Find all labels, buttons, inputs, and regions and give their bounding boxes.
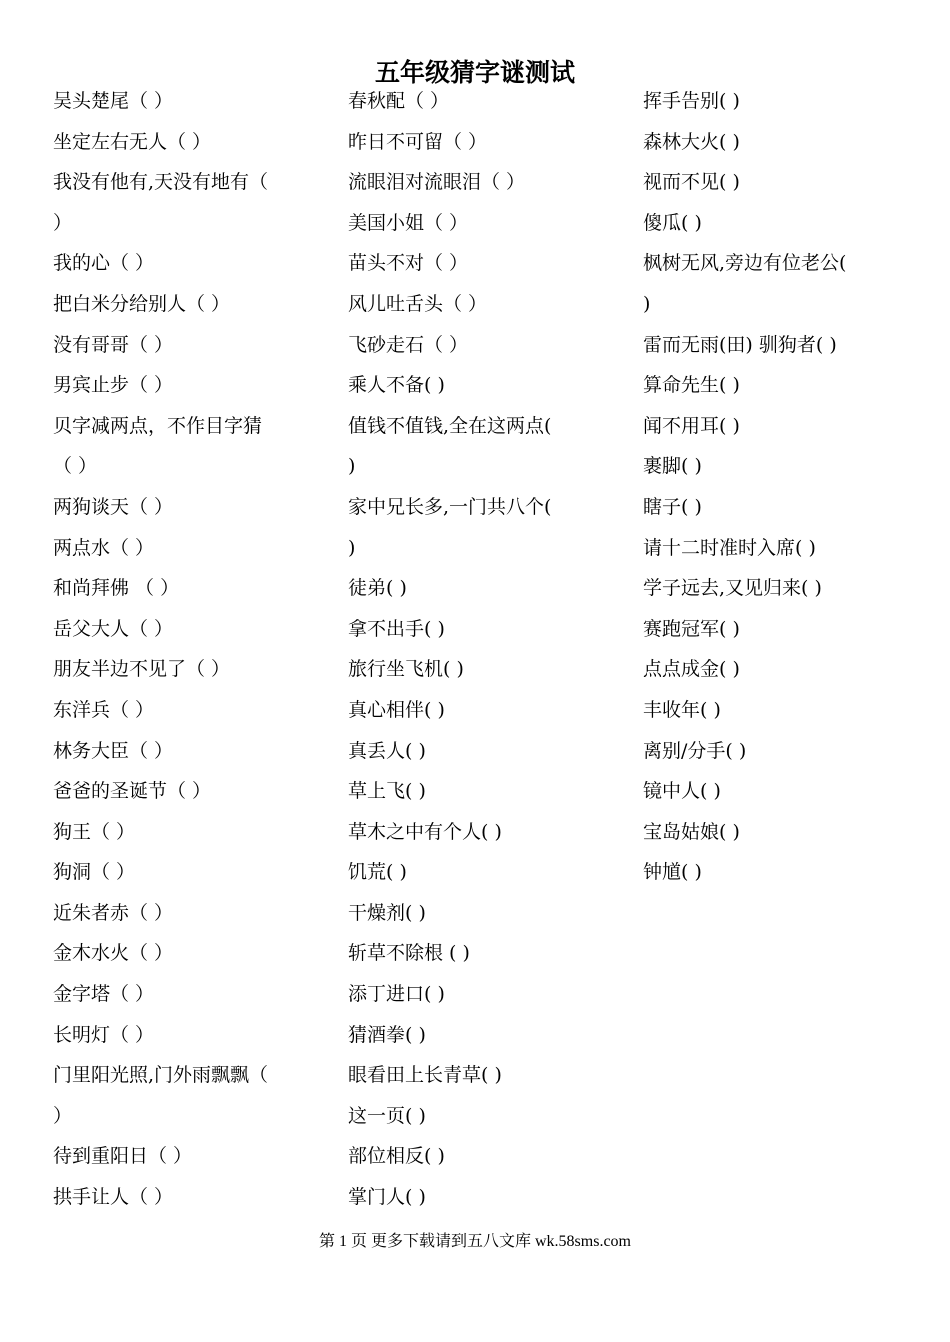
riddle-line: 赛跑冠军( ) <box>643 617 740 640</box>
riddle-line: 昨日不可留（ ） <box>348 130 488 153</box>
riddle-line: 挥手告别( ) <box>643 90 740 112</box>
riddle-line: 家中兄长多,一门共八个( <box>348 495 552 518</box>
riddle-line: 真丢人( ) <box>348 739 426 762</box>
riddle-line: 草上飞( ) <box>348 780 426 803</box>
riddle-line: 森林大火( ) <box>643 130 740 153</box>
riddle-line: 学子远去,又见归来( ) <box>643 577 822 600</box>
riddle-line: 东洋兵（ ） <box>53 698 155 721</box>
riddle-line: 没有哥哥（ ） <box>53 333 174 356</box>
riddle-line: 朋友半边不见了（ ） <box>53 658 231 681</box>
page-footer: 第 1 页 更多下载请到五八文库 wk.58sms.com <box>318 1233 631 1250</box>
riddle-line: 苗头不对（ ） <box>348 252 469 275</box>
riddle-line: 请十二时准时入席( ) <box>643 536 816 559</box>
riddle-line: 美国小姐（ ） <box>348 211 469 234</box>
riddle-line: 飞砂走石（ ） <box>348 333 469 356</box>
riddle-line: 干燥剂( ) <box>348 901 426 924</box>
riddle-line: 两点水（ ） <box>53 536 155 559</box>
riddle-line: 我的心（ ） <box>53 252 155 275</box>
riddle-line: 拿不出手( ) <box>348 617 445 640</box>
riddle-line: 狗洞（ ） <box>53 861 136 884</box>
riddle-line: 爸爸的圣诞节（ ） <box>53 780 212 803</box>
riddle-line: 宝岛姑娘( ) <box>643 820 740 843</box>
riddle-line: 枫树无风,旁边有位老公( <box>643 252 847 275</box>
riddle-line: 钟馗( ) <box>643 861 702 884</box>
riddle-line: 岳父大人（ ） <box>53 617 174 640</box>
riddle-line: 坐定左右无人（ ） <box>53 130 212 153</box>
riddle-line: 贝字减两点，不作目字猜 <box>53 414 263 437</box>
riddle-line: 雷而无雨(田) 驯狗者( ) <box>643 333 837 356</box>
riddle-line: 真心相伴( ) <box>348 698 445 721</box>
riddle-line: 长明灯（ ） <box>53 1023 155 1046</box>
riddle-line: 风儿吐舌头（ ） <box>348 292 488 315</box>
riddle-line: 裹脚( ) <box>643 455 702 478</box>
riddle-line: 门里阳光照,门外雨飘飘（ <box>53 1064 269 1087</box>
riddle-line: 斩草不除根 ( ) <box>348 942 470 965</box>
page-title: 五年级猜字谜测试 <box>374 58 575 87</box>
riddle-line: 闻不用耳( ) <box>643 414 740 437</box>
riddle-line: 拱手让人（ ） <box>53 1186 174 1209</box>
riddle-line: 瞎子( ) <box>643 495 702 518</box>
riddle-line: 饥荒( ) <box>348 861 407 884</box>
riddle-line: 这一页( ) <box>348 1104 426 1127</box>
riddle-line: 掌门人( ) <box>348 1186 426 1209</box>
riddle-line: 和尚拜佛 （ ） <box>53 577 180 600</box>
riddle-line: 狗王（ ） <box>53 820 136 843</box>
riddle-line: 两狗谈天（ ） <box>53 495 174 518</box>
riddle-line: 猜酒拳( ) <box>348 1023 426 1046</box>
riddle-line: 金字塔（ ） <box>53 983 155 1006</box>
riddle-line: 傻瓜( ) <box>643 211 702 234</box>
riddle-line: ) <box>643 292 651 315</box>
riddle-line: 镜中人( ) <box>643 780 721 803</box>
riddle-line: ） <box>53 1104 73 1127</box>
riddle-line: 添丁进口( ) <box>348 983 445 1006</box>
riddle-line: 林务大臣（ ） <box>53 739 174 762</box>
riddle-line: ） <box>53 211 73 234</box>
riddle-line: 离别/分手( ) <box>643 739 747 762</box>
riddle-column-3 <box>643 81 903 893</box>
riddle-line: 草木之中有个人( ) <box>348 820 502 843</box>
riddle-line: 点点成金( ) <box>643 658 740 681</box>
riddle-line: 徒弟( ) <box>348 577 407 600</box>
riddle-line: （ ） <box>53 455 98 478</box>
riddle-line: 男宾止步（ ） <box>53 374 174 397</box>
riddle-line: ) <box>348 455 356 478</box>
riddle-line: 金木水火（ ） <box>53 942 174 965</box>
riddle-line: 算命先生( ) <box>643 374 740 397</box>
riddle-line: 春秋配（ ） <box>348 90 450 112</box>
riddle-line: 眼看田上长青草( ) <box>348 1064 502 1087</box>
riddle-column-2 <box>348 81 606 1218</box>
riddle-line: 视而不见( ) <box>643 171 740 194</box>
riddle-line: 旅行坐飞机( ) <box>348 658 464 681</box>
riddle-line: 待到重阳日（ ） <box>53 1145 193 1168</box>
riddle-line: 部位相反( ) <box>348 1145 445 1168</box>
riddle-column-1 <box>53 81 311 1218</box>
riddle-line: 吴头楚尾（ ） <box>53 90 174 112</box>
riddle-line: 丰收年( ) <box>643 698 721 721</box>
riddle-line: 值钱不值钱,全在这两点( <box>348 414 552 437</box>
riddle-line: 把白米分给别人（ ） <box>53 292 231 315</box>
riddle-line: ) <box>348 536 356 559</box>
riddle-line: 乘人不备( ) <box>348 374 445 397</box>
riddle-line: 我没有他有,天没有地有（ <box>53 171 269 194</box>
riddle-line: 流眼泪对流眼泪（ ） <box>348 171 526 194</box>
riddle-line: 近朱者赤（ ） <box>53 901 174 924</box>
